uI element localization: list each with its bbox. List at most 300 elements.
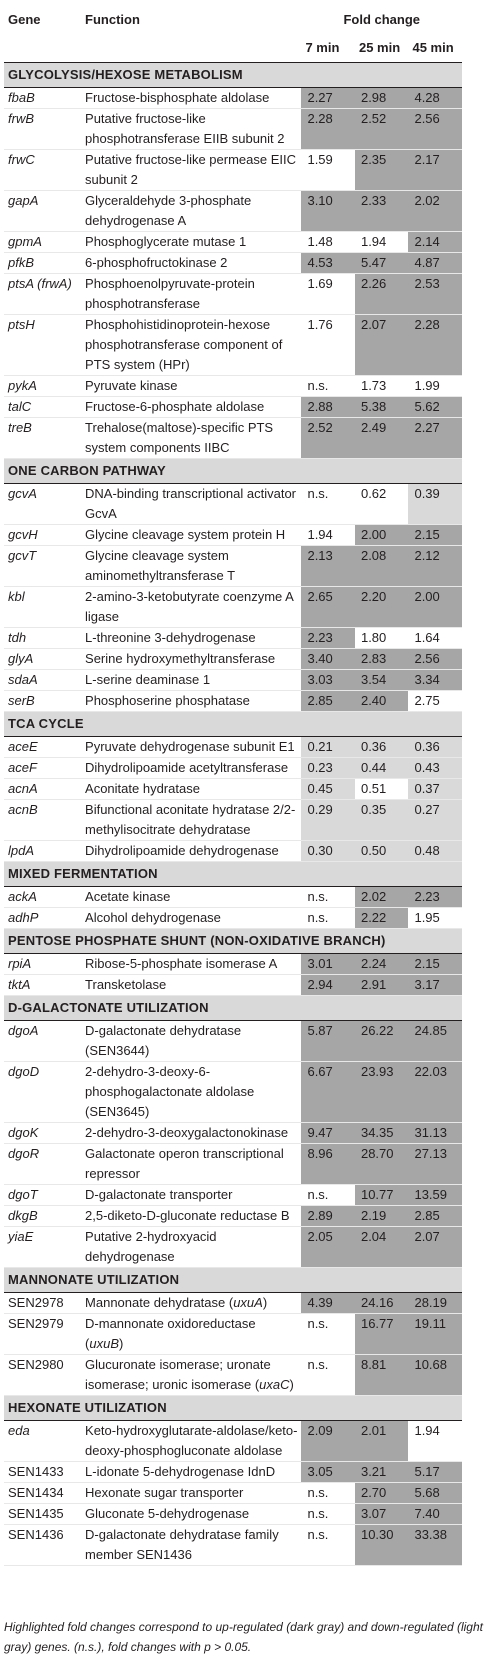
- fold-change-cell: 23.93: [355, 1062, 409, 1123]
- fold-change-cell: n.s.: [301, 908, 355, 929]
- function-cell: [81, 232, 301, 253]
- fold-change-cell: 0.62: [355, 484, 409, 525]
- function-cell: [81, 1355, 301, 1396]
- fold-change-cell: 1.76: [301, 315, 355, 376]
- function-text: Glyceraldehyde 3-phosphate dehydrogenase A: [85, 193, 252, 228]
- fold-change-cell: 5.62: [408, 397, 462, 418]
- table-row: [4, 1421, 462, 1462]
- gene-cell: SEN1434: [4, 1483, 81, 1504]
- fold-change-cell: 1.94: [301, 525, 355, 546]
- gene-cell: dkgB: [4, 1206, 81, 1227]
- function-text: DNA-binding transcriptional activator GcvA: [85, 486, 297, 521]
- function-cell: [81, 1314, 301, 1355]
- fold-change-cell: 1.64: [408, 628, 462, 649]
- fold-change-cell: 27.13: [408, 1144, 462, 1185]
- fold-change-cell: 3.17: [408, 975, 462, 996]
- fold-change-cell: n.s.: [301, 1483, 355, 1504]
- table-row: [4, 150, 462, 191]
- gene-cell: tktA: [4, 975, 81, 996]
- gene-cell: dgoD: [4, 1062, 81, 1123]
- section-title: ONE CARBON PATHWAY: [4, 459, 462, 484]
- table-body: [4, 63, 462, 1567]
- fold-change-cell: 2.28: [408, 315, 462, 376]
- function-text: Glycine cleavage system protein H: [85, 527, 286, 542]
- header-function: Function: [85, 12, 140, 27]
- fold-change-cell: 3.01: [301, 954, 355, 975]
- fold-change-cell: 1.73: [355, 376, 409, 397]
- fold-change-cell: 2.52: [355, 109, 409, 150]
- fold-change-cell: 3.34: [408, 670, 462, 691]
- fold-change-cell: 31.13: [408, 1123, 462, 1144]
- gene-cell: acnB: [4, 800, 81, 841]
- function-cell: [81, 191, 301, 232]
- table-row: [4, 779, 462, 800]
- function-cell: [81, 315, 301, 376]
- function-cell: [81, 1206, 301, 1227]
- gene-cell: glyA: [4, 649, 81, 670]
- table-row: [4, 1314, 462, 1355]
- fold-change-cell: 2.28: [301, 109, 355, 150]
- table-row: [4, 1123, 462, 1144]
- fold-change-cell: 2.17: [408, 150, 462, 191]
- gene-cell: fbaB: [4, 88, 81, 109]
- function-text: Acetate kinase: [85, 889, 171, 904]
- function-cell: [81, 1483, 301, 1504]
- function-cell: [81, 954, 301, 975]
- fold-change-cell: 10.77: [355, 1185, 409, 1206]
- function-text: Phosphoserine phosphatase: [85, 693, 250, 708]
- function-cell: [81, 887, 301, 908]
- function-cell: [81, 1504, 301, 1525]
- function-cell: [81, 1293, 301, 1314]
- function-text: Alcohol dehydrogenase: [85, 910, 221, 925]
- function-cell: [81, 418, 301, 459]
- section-title: HEXONATE UTILIZATION: [4, 1396, 462, 1421]
- fold-change-cell: 1.59: [301, 150, 355, 191]
- fold-change-cell: 2.89: [301, 1206, 355, 1227]
- gene-cell: ptsH: [4, 315, 81, 376]
- table-row: [4, 484, 462, 525]
- section-header: [4, 929, 462, 954]
- fold-change-cell: 2.35: [355, 150, 409, 191]
- fold-change-cell: n.s.: [301, 1525, 355, 1566]
- fold-change-cell: 0.21: [301, 737, 355, 758]
- fold-change-cell: 3.21: [355, 1462, 409, 1483]
- table-row: [4, 232, 462, 253]
- function-text: Trehalose(maltose)-specific PTS system components IIBC: [85, 420, 274, 455]
- fold-change-cell: 2.02: [408, 191, 462, 232]
- header-fold-change: Fold change: [343, 12, 421, 27]
- fold-change-cell: 0.39: [408, 484, 462, 525]
- fold-change-cell: 2.24: [355, 954, 409, 975]
- gene-cell: dgoK: [4, 1123, 81, 1144]
- gene-cell: gcvH: [4, 525, 81, 546]
- section-title: MANNONATE UTILIZATION: [4, 1268, 462, 1293]
- fold-change-cell: 4.53: [301, 253, 355, 274]
- function-text: D-galactonate dehydratase family member SEN1436: [85, 1527, 279, 1562]
- gene-cell: sdaA: [4, 670, 81, 691]
- gene-cell: talC: [4, 397, 81, 418]
- function-text: Aconitate hydratase: [85, 781, 200, 796]
- fold-change-cell: 2.01: [355, 1421, 409, 1462]
- fold-change-cell: 2.07: [408, 1227, 462, 1268]
- gene-cell: aceE: [4, 737, 81, 758]
- function-cell: [81, 1227, 301, 1268]
- gene-cell: treB: [4, 418, 81, 459]
- gene-cell: gcvA: [4, 484, 81, 525]
- function-text: Phosphoenolpyruvate-protein phosphotransferase: [85, 276, 255, 311]
- function-cell: [81, 908, 301, 929]
- fold-change-cell: 3.10: [301, 191, 355, 232]
- fold-change-cell: 0.45: [301, 779, 355, 800]
- table-row: [4, 88, 462, 109]
- fold-change-cell: 4.28: [408, 88, 462, 109]
- function-cell: [81, 1185, 301, 1206]
- fold-change-cell: 2.22: [355, 908, 409, 929]
- fold-change-cell: 4.39: [301, 1293, 355, 1314]
- fold-change-cell: n.s.: [301, 376, 355, 397]
- function-gene-ref: uxuA: [233, 1295, 263, 1310]
- function-text: Bifunctional aconitate hydratase 2/2-methylisocitrate dehydratase: [85, 802, 296, 837]
- function-text: 6-phosphofructokinase 2: [85, 255, 228, 270]
- function-cell: [81, 691, 301, 712]
- fold-change-cell: 0.43: [408, 758, 462, 779]
- fold-change-cell: 0.30: [301, 841, 355, 862]
- function-gene-ref: uxaC: [259, 1377, 290, 1392]
- fold-change-cell: 2.09: [301, 1421, 355, 1462]
- fold-change-cell: 0.27: [408, 800, 462, 841]
- fold-change-cell: 7.40: [408, 1504, 462, 1525]
- header-gene: Gene: [8, 12, 41, 27]
- fold-change-cell: 0.35: [355, 800, 409, 841]
- gene-cell: eda: [4, 1421, 81, 1462]
- section-header: [4, 459, 462, 484]
- function-text-end: ): [119, 1336, 124, 1351]
- fold-change-cell: 2.19: [355, 1206, 409, 1227]
- gene-cell: serB: [4, 691, 81, 712]
- fold-change-cell: 8.81: [355, 1355, 409, 1396]
- fold-change-cell: 5.17: [408, 1462, 462, 1483]
- section-title: GLYCOLYSIS/HEXOSE METABOLISM: [4, 63, 462, 88]
- function-text: Glucuronate isomerase; uronate isomerase; uronic isomerase (: [85, 1357, 271, 1392]
- function-text: Transketolase: [85, 977, 167, 992]
- function-cell: [81, 546, 301, 587]
- function-text: Mannonate dehydratase (: [85, 1295, 234, 1310]
- fold-change-cell: 0.37: [408, 779, 462, 800]
- gene-cell: dgoR: [4, 1144, 81, 1185]
- table-row: [4, 546, 462, 587]
- fold-change-cell: 24.85: [408, 1021, 462, 1062]
- fold-change-cell: 28.70: [355, 1144, 409, 1185]
- table-row: [4, 975, 462, 996]
- gene-cell: SEN2978: [4, 1293, 81, 1314]
- gene-cell: ackA: [4, 887, 81, 908]
- function-text: Galactonate operon transcriptional repressor: [85, 1146, 284, 1181]
- gene-cell: aceF: [4, 758, 81, 779]
- function-cell: [81, 975, 301, 996]
- fold-change-cell: 1.94: [355, 232, 409, 253]
- section-title: PENTOSE PHOSPHATE SHUNT (NON-OXIDATIVE BRANCH): [4, 929, 462, 954]
- fold-change-cell: 2.00: [355, 525, 409, 546]
- fold-change-cell: 28.19: [408, 1293, 462, 1314]
- function-gene-ref: uxuB: [89, 1336, 120, 1351]
- function-cell: [81, 150, 301, 191]
- table-row: [4, 670, 462, 691]
- fold-change-cell: 2.49: [355, 418, 409, 459]
- table-row: [4, 587, 462, 628]
- function-text: Dihydrolipoamide dehydrogenase: [85, 843, 279, 858]
- section-header: [4, 862, 462, 887]
- function-cell: [81, 274, 301, 315]
- fold-change-cell: 2.94: [301, 975, 355, 996]
- table-row: [4, 800, 462, 841]
- table-row: [4, 1483, 462, 1504]
- function-text: L-idonate 5-dehydrogenase IdnD: [85, 1464, 276, 1479]
- function-text: Serine hydroxymethyltransferase: [85, 651, 276, 666]
- fold-change-cell: 2.85: [301, 691, 355, 712]
- gene-cell: SEN2979: [4, 1314, 81, 1355]
- function-text: Glycine cleavage system aminomethyltransferase T: [85, 548, 236, 583]
- fold-change-cell: 2.83: [355, 649, 409, 670]
- table-row: [4, 1227, 462, 1268]
- fold-change-cell: 2.70: [355, 1483, 409, 1504]
- fold-change-cell: 3.07: [355, 1504, 409, 1525]
- fold-change-cell: 9.47: [301, 1123, 355, 1144]
- fold-change-cell: 0.51: [355, 779, 409, 800]
- fold-change-cell: n.s.: [301, 1504, 355, 1525]
- table-row: [4, 274, 462, 315]
- function-text: Phosphohistidinoprotein-hexose phosphotransferase component of PTS system (HPr): [85, 317, 283, 372]
- fold-change-cell: 2.53: [408, 274, 462, 315]
- fold-change-cell: 10.68: [408, 1355, 462, 1396]
- function-text: Hexonate sugar transporter: [85, 1485, 244, 1500]
- table-row: [4, 841, 462, 862]
- fold-change-cell: 2.07: [355, 315, 409, 376]
- function-text: Pyruvate kinase: [85, 378, 178, 393]
- function-text: L-threonine 3-dehydrogenase: [85, 630, 256, 645]
- function-cell: [81, 649, 301, 670]
- function-cell: [81, 1062, 301, 1123]
- fold-change-cell: 1.48: [301, 232, 355, 253]
- gene-cell: ptsA (frwA): [4, 274, 81, 315]
- fold-change-cell: 2.27: [301, 88, 355, 109]
- fold-change-cell: 2.56: [408, 109, 462, 150]
- table-row: [4, 628, 462, 649]
- fold-change-cell: 0.50: [355, 841, 409, 862]
- fold-change-cell: 6.67: [301, 1062, 355, 1123]
- table-row: [4, 1462, 462, 1483]
- table-row: [4, 737, 462, 758]
- gene-cell: pykA: [4, 376, 81, 397]
- gene-cell: frwB: [4, 109, 81, 150]
- function-cell: [81, 1525, 301, 1566]
- fold-change-cell: 2.75: [408, 691, 462, 712]
- table-row: [4, 1355, 462, 1396]
- gene-cell: gcvT: [4, 546, 81, 587]
- section-header: [4, 1268, 462, 1293]
- section-title: D-GALACTONATE UTILIZATION: [4, 996, 462, 1021]
- fold-change-cell: n.s.: [301, 1355, 355, 1396]
- table-row: [4, 315, 462, 376]
- function-cell: [81, 88, 301, 109]
- function-text: Dihydrolipoamide acetyltransferase: [85, 760, 289, 775]
- function-text: Pyruvate dehydrogenase subunit E1: [85, 739, 295, 754]
- fold-change-cell: 2.14: [408, 232, 462, 253]
- fold-change-cell: n.s.: [301, 1314, 355, 1355]
- gene-cell: yiaE: [4, 1227, 81, 1268]
- function-text: 2-dehydro-3-deoxy-6-phosphogalactonate aldolase (SEN3645): [85, 1064, 255, 1119]
- function-text: L-serine deaminase 1: [85, 672, 211, 687]
- fold-change-cell: 2.88: [301, 397, 355, 418]
- table-row: [4, 1021, 462, 1062]
- fold-change-cell: n.s.: [301, 484, 355, 525]
- function-cell: [81, 737, 301, 758]
- fold-change-cell: 2.91: [355, 975, 409, 996]
- function-text: Putative 2-hydroxyacid dehydrogenase: [85, 1229, 217, 1264]
- table-row: [4, 376, 462, 397]
- function-cell: [81, 758, 301, 779]
- function-text: Fructose-6-phosphate aldolase: [85, 399, 265, 414]
- function-cell: [81, 1462, 301, 1483]
- fold-change-cell: 5.47: [355, 253, 409, 274]
- function-cell: [81, 800, 301, 841]
- fold-change-cell: 2.23: [408, 887, 462, 908]
- fold-change-cell: 2.02: [355, 887, 409, 908]
- table-row: [4, 758, 462, 779]
- table-footnote: Highlighted fold changes correspond to up-regulated (dark gray) and down-regulated (light gray) genes. (n.s.), fold changes with p > 0.05.: [4, 1620, 483, 1654]
- fold-change-cell: 1.99: [408, 376, 462, 397]
- fold-change-cell: 16.77: [355, 1314, 409, 1355]
- fold-change-cell: 2.12: [408, 546, 462, 587]
- function-cell: [81, 376, 301, 397]
- fold-change-cell: 2.00: [408, 587, 462, 628]
- fold-change-cell: 1.94: [408, 1421, 462, 1462]
- function-cell: [81, 525, 301, 546]
- fold-change-cell: 0.36: [408, 737, 462, 758]
- fold-change-cell: 2.15: [408, 954, 462, 975]
- table-row: [4, 1525, 462, 1566]
- table-row: [4, 191, 462, 232]
- gene-cell: gapA: [4, 191, 81, 232]
- fold-change-cell: 2.40: [355, 691, 409, 712]
- function-text-end: ): [262, 1295, 268, 1310]
- fold-change-cell: 3.03: [301, 670, 355, 691]
- function-cell: [81, 1123, 301, 1144]
- fold-change-cell: 2.65: [301, 587, 355, 628]
- fold-change-cell: 2.98: [355, 88, 409, 109]
- function-cell: [81, 1144, 301, 1185]
- gene-cell: SEN1433: [4, 1462, 81, 1483]
- fold-change-cell: 2.56: [408, 649, 462, 670]
- table-row: [4, 1293, 462, 1314]
- function-text: Putative fructose-like phosphotransferase EIIB subunit 2: [85, 111, 285, 146]
- section-title: MIXED FERMENTATION: [4, 862, 462, 887]
- function-cell: [81, 484, 301, 525]
- fold-change-cell: 26.22: [355, 1021, 409, 1062]
- table-row: [4, 954, 462, 975]
- section-header: [4, 712, 462, 737]
- fold-change-cell: 33.38: [408, 1525, 462, 1566]
- fold-change-cell: 2.05: [301, 1227, 355, 1268]
- function-cell: [81, 779, 301, 800]
- function-cell: [81, 253, 301, 274]
- table-row: [4, 1504, 462, 1525]
- function-text: D-galactonate dehydratase (SEN3644): [85, 1023, 242, 1058]
- gene-cell: SEN1435: [4, 1504, 81, 1525]
- function-cell: [81, 1021, 301, 1062]
- function-cell: [81, 841, 301, 862]
- function-cell: [81, 109, 301, 150]
- gene-cell: SEN1436: [4, 1525, 81, 1566]
- table-row: [4, 525, 462, 546]
- fold-change-cell: 3.40: [301, 649, 355, 670]
- fold-change-cell: 1.69: [301, 274, 355, 315]
- gene-cell: kbl: [4, 587, 81, 628]
- function-cell: [81, 397, 301, 418]
- fold-change-cell: 2.27: [408, 418, 462, 459]
- gene-cell: adhP: [4, 908, 81, 929]
- fold-change-cell: 19.11: [408, 1314, 462, 1355]
- function-cell: [81, 587, 301, 628]
- fold-change-cell: 3.05: [301, 1462, 355, 1483]
- fold-change-cell: 34.35: [355, 1123, 409, 1144]
- table-row: [4, 109, 462, 150]
- function-text: Gluconate 5-dehydrogenase: [85, 1506, 250, 1521]
- fold-change-table: [4, 4, 462, 1566]
- fold-change-cell: 2.04: [355, 1227, 409, 1268]
- table-row: [4, 908, 462, 929]
- function-text: Ribose-5-phosphate isomerase A: [85, 956, 278, 971]
- fold-change-cell: 1.80: [355, 628, 409, 649]
- function-text: Putative fructose-like permease EIIC subunit 2: [85, 152, 297, 187]
- gene-cell: tdh: [4, 628, 81, 649]
- section-header: [4, 63, 462, 88]
- fold-change-cell: 2.23: [301, 628, 355, 649]
- fold-change-cell: 22.03: [408, 1062, 462, 1123]
- fold-change-cell: 3.54: [355, 670, 409, 691]
- fold-change-cell: 1.95: [408, 908, 462, 929]
- header-time-45: 45 min: [412, 40, 454, 55]
- table-row: [4, 887, 462, 908]
- fold-change-cell: 0.44: [355, 758, 409, 779]
- fold-change-cell: 24.16: [355, 1293, 409, 1314]
- table-row: [4, 418, 462, 459]
- function-text: D-galactonate transporter: [85, 1187, 233, 1202]
- fold-change-cell: 5.38: [355, 397, 409, 418]
- fold-change-cell: n.s.: [301, 1185, 355, 1206]
- fold-change-cell: 2.33: [355, 191, 409, 232]
- gene-cell: acnA: [4, 779, 81, 800]
- fold-change-cell: 0.23: [301, 758, 355, 779]
- function-cell: [81, 1421, 301, 1462]
- table-row: [4, 649, 462, 670]
- fold-change-cell: 5.87: [301, 1021, 355, 1062]
- gene-cell: gpmA: [4, 232, 81, 253]
- table-row: [4, 1062, 462, 1123]
- function-text-end: ): [289, 1377, 294, 1392]
- header-time-7: 7 min: [305, 40, 340, 55]
- gene-cell: rpiA: [4, 954, 81, 975]
- function-text: 2,5-diketo-D-gluconate reductase B: [85, 1208, 290, 1223]
- table-row: [4, 253, 462, 274]
- gene-cell: pfkB: [4, 253, 81, 274]
- function-text: Keto-hydroxyglutarate-aldolase/keto-deoxy-phosphogluconate aldolase: [85, 1423, 298, 1458]
- section-title: TCA CYCLE: [4, 712, 462, 737]
- gene-cell: SEN2980: [4, 1355, 81, 1396]
- gene-cell: frwC: [4, 150, 81, 191]
- function-text: Phosphoglycerate mutase 1: [85, 234, 247, 249]
- function-text: D-mannonate oxidoreductase (: [85, 1316, 256, 1351]
